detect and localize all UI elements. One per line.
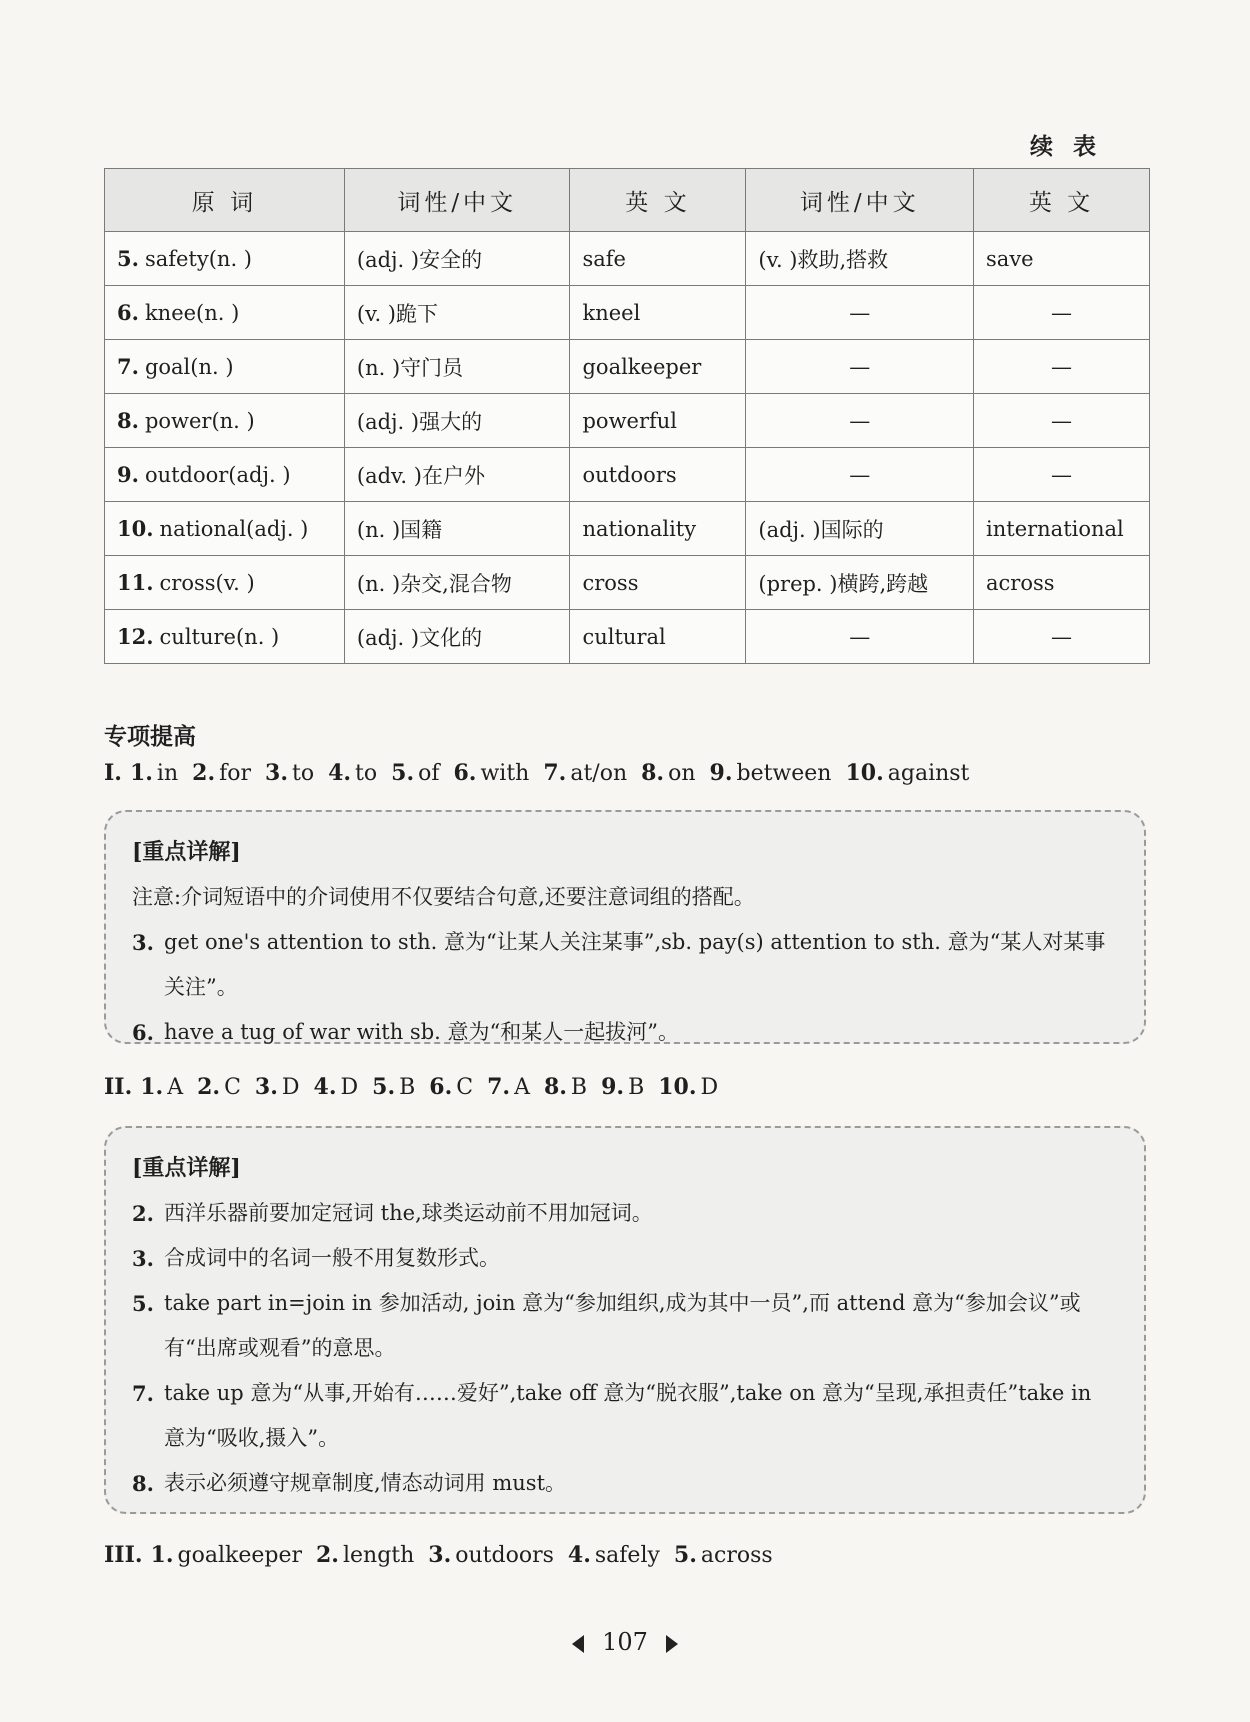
cell-english-2: save	[974, 232, 1150, 286]
cell-english-2: across	[974, 556, 1150, 610]
cell-original-word	[105, 286, 345, 340]
answer-number: 2.	[192, 760, 216, 786]
answer-number: 3.	[428, 1542, 452, 1568]
explanation-box-2	[104, 1126, 1146, 1514]
vocab-table	[104, 168, 1150, 664]
word-text: culture(n. )	[159, 625, 280, 649]
answer-item	[140, 1075, 183, 1100]
explanation-number: 3.	[132, 930, 154, 955]
answer-text: B	[399, 1075, 416, 1100]
answer-number: 3.	[254, 1074, 278, 1100]
cell-original-word	[105, 448, 345, 502]
row-number: 7.	[117, 354, 139, 379]
answer-text: A	[167, 1075, 184, 1100]
explanation-text: get one's attention to sth. 意为“让某人关注某事”,sb. pay(s) attention to sth. 意为“某人对某事关注”。	[164, 930, 1106, 999]
cell-pos-chinese-2: —	[746, 340, 974, 394]
answer-number: 8.	[641, 760, 665, 786]
cell-original-word	[105, 232, 345, 286]
table-row	[105, 340, 1150, 394]
answer-number: 5.	[391, 760, 415, 786]
cell-pos-chinese-2: —	[746, 448, 974, 502]
header-english-2: 英 文	[974, 169, 1150, 232]
answer-number: 7.	[543, 760, 567, 786]
cell-pos-chinese-2: (prep. )横跨,跨越	[746, 556, 974, 610]
cell-pos-chinese-1: (n. )守门员	[344, 340, 570, 394]
answer-item	[314, 1075, 359, 1100]
answer-number: 9.	[601, 1074, 625, 1100]
cell-pos-chinese-1: (n. )杂交,混合物	[344, 556, 570, 610]
prev-triangle-icon	[572, 1635, 584, 1653]
cell-english-1: outdoors	[570, 448, 746, 502]
answer-number: 10.	[658, 1074, 697, 1100]
cell-pos-chinese-1: (adj. )文化的	[344, 610, 570, 664]
answer-number: 7.	[487, 1074, 511, 1100]
explanation-line	[132, 1010, 1118, 1055]
cell-original-word	[105, 394, 345, 448]
cell-english-1: goalkeeper	[570, 340, 746, 394]
header-pos-chinese-1: 词性/中文	[344, 169, 570, 232]
explanation-line	[132, 920, 1118, 1010]
answer-item	[372, 1075, 415, 1100]
explanation-text: have a tug of war with sb. 意为“和某人一起拔河”。	[164, 1020, 679, 1044]
word-text: cross(v. )	[159, 571, 255, 595]
word-text: outdoor(adj. )	[144, 463, 291, 487]
table-row	[105, 556, 1150, 610]
header-english-1: 英 文	[570, 169, 746, 232]
answer-number: 9.	[709, 760, 733, 786]
answer-number: 6.	[429, 1074, 453, 1100]
explanation-line	[132, 1281, 1118, 1371]
table-row	[105, 232, 1150, 286]
explanation-number: 2.	[132, 1201, 154, 1226]
answer-number: 4.	[567, 1542, 591, 1568]
row-number: 12.	[117, 624, 154, 649]
word-text: safety(n. )	[144, 247, 252, 271]
answer-number: 10.	[845, 760, 884, 786]
explanation-number: 5.	[132, 1291, 154, 1316]
cell-pos-chinese-1: (adj. )强大的	[344, 394, 570, 448]
answer-text: length	[342, 1543, 415, 1568]
answer-text: to	[355, 761, 378, 786]
roman-numeral: III.	[104, 1542, 143, 1568]
explanation-number: 7.	[132, 1381, 154, 1406]
page-number	[0, 1628, 1250, 1656]
cell-english-2: international	[974, 502, 1150, 556]
explanation-number: 3.	[132, 1246, 154, 1271]
cell-english-2: —	[974, 286, 1150, 340]
cell-english-2: —	[974, 394, 1150, 448]
answer-item	[568, 1543, 660, 1568]
answer-text: goalkeeper	[177, 1543, 302, 1568]
table-header-row	[105, 169, 1150, 232]
row-number: 9.	[117, 462, 139, 487]
answer-item	[316, 1543, 414, 1568]
explanation-text: 表示必须遵守规章制度,情态动词用 must。	[164, 1471, 567, 1495]
table-row	[105, 448, 1150, 502]
cell-english-1: cultural	[570, 610, 746, 664]
box-heading: [重点详解]	[132, 839, 241, 865]
cell-original-word	[105, 502, 345, 556]
answer-item	[601, 1075, 644, 1100]
cell-english-2: —	[974, 340, 1150, 394]
cell-pos-chinese-2: (adj. )国际的	[746, 502, 974, 556]
cell-pos-chinese-2: —	[746, 610, 974, 664]
cell-english-2: —	[974, 610, 1150, 664]
cell-original-word	[105, 610, 345, 664]
cell-pos-chinese-1: (n. )国籍	[344, 502, 570, 556]
answer-text: at/on	[570, 761, 628, 786]
continued-label: 续 表	[1029, 133, 1102, 160]
answer-item	[328, 761, 377, 786]
answer-text: D	[340, 1075, 359, 1100]
table-row	[105, 394, 1150, 448]
explanation-line	[132, 1236, 1118, 1281]
table-row	[105, 502, 1150, 556]
answer-number: 1.	[129, 760, 153, 786]
answer-item	[255, 1075, 300, 1100]
answers-part-2	[104, 1074, 732, 1100]
explanation-line	[132, 1191, 1118, 1236]
box-note: 注意:介词短语中的介词使用不仅要结合句意,还要注意词组的搭配。	[132, 885, 755, 909]
answer-text: to	[291, 761, 315, 786]
answer-text: B	[628, 1075, 645, 1100]
answer-item	[428, 1543, 554, 1568]
header-original-word: 原 词	[105, 169, 345, 232]
cell-pos-chinese-1: (adv. )在户外	[344, 448, 570, 502]
cell-original-word	[105, 340, 345, 394]
answer-number: 4.	[313, 1074, 337, 1100]
answer-number: 8.	[543, 1074, 567, 1100]
explanation-text: 西洋乐器前要加定冠词 the,球类运动前不用加冠词。	[164, 1201, 653, 1225]
explanation-number: 6.	[132, 1020, 154, 1045]
next-triangle-icon	[666, 1635, 678, 1653]
answer-text: on	[668, 761, 696, 786]
explanation-line	[132, 1371, 1118, 1461]
answer-item	[544, 1075, 587, 1100]
word-text: power(n. )	[144, 409, 255, 433]
box-heading: [重点详解]	[132, 1155, 241, 1181]
table-row	[105, 610, 1150, 664]
answer-item	[197, 1075, 241, 1100]
section-title: 专项提高	[104, 723, 196, 750]
answer-item	[710, 761, 832, 786]
explanation-box-1	[104, 810, 1146, 1044]
cell-pos-chinese-2: —	[746, 286, 974, 340]
answer-number: 5.	[673, 1542, 697, 1568]
answer-item	[265, 761, 314, 786]
answer-text: C	[224, 1075, 241, 1100]
row-number: 11.	[117, 570, 154, 595]
cell-english-1: kneel	[570, 286, 746, 340]
answer-text: D	[700, 1075, 719, 1100]
answer-text: A	[514, 1075, 530, 1100]
word-text: knee(n. )	[144, 301, 240, 325]
word-text: national(adj. )	[159, 517, 309, 541]
cell-english-2: —	[974, 448, 1150, 502]
answer-number: 5.	[372, 1074, 396, 1100]
answer-item	[845, 761, 969, 786]
box-lines	[132, 920, 1118, 1055]
answer-item	[658, 1075, 718, 1100]
answer-text: safely	[594, 1543, 660, 1568]
word-text: goal(n. )	[144, 355, 234, 379]
answer-text: across	[700, 1543, 773, 1568]
answer-number: 1.	[140, 1074, 164, 1100]
answer-number: 4.	[328, 760, 352, 786]
cell-pos-chinese-2: (v. )救助,搭救	[746, 232, 974, 286]
answer-item	[151, 1543, 302, 1568]
roman-numeral: II.	[104, 1074, 133, 1100]
cell-original-word	[105, 556, 345, 610]
answer-item	[641, 761, 695, 786]
cell-pos-chinese-1: (adj. )安全的	[344, 232, 570, 286]
answer-text: in	[156, 761, 179, 786]
answer-text: D	[281, 1075, 300, 1100]
cell-english-1: cross	[570, 556, 746, 610]
row-number: 5.	[117, 246, 139, 271]
roman-numeral: I.	[104, 760, 122, 786]
answer-number: 2.	[197, 1074, 221, 1100]
answer-item	[130, 761, 178, 786]
answer-text: outdoors	[455, 1543, 554, 1568]
answer-item	[192, 761, 251, 786]
answer-text: of	[418, 761, 440, 786]
table-row	[105, 286, 1150, 340]
vocab-table-body	[105, 232, 1150, 664]
answer-text: C	[456, 1075, 474, 1100]
row-number: 10.	[117, 516, 154, 541]
cell-pos-chinese-2: —	[746, 394, 974, 448]
answer-number: 2.	[316, 1542, 339, 1568]
answer-text: B	[570, 1075, 588, 1100]
cell-english-1: powerful	[570, 394, 746, 448]
cell-english-1: safe	[570, 232, 746, 286]
answer-item	[391, 761, 439, 786]
row-number: 6.	[117, 300, 139, 325]
explanation-text: take up 意为“从事,开始有……爱好”,take off 意为“脱衣服”,take on 意为“呈现,承担责任”take in 意为“吸收,摄入”。	[164, 1381, 1092, 1450]
box-lines	[132, 1191, 1118, 1506]
answer-text: between	[736, 761, 832, 786]
answer-item	[429, 1075, 473, 1100]
answers-part-1	[104, 760, 983, 786]
answer-number: 1.	[150, 1542, 174, 1568]
answer-item	[454, 761, 530, 786]
answer-item	[487, 1075, 530, 1100]
answer-text: against	[887, 761, 970, 786]
cell-english-1: nationality	[570, 502, 746, 556]
explanation-text: take part in=join in 参加活动, join 意为“参加组织,成为其中一员”,而 attend 意为“参加会议”或有“出席或观看”的意思。	[164, 1291, 1081, 1360]
answer-text: with	[480, 761, 530, 786]
answer-item	[543, 761, 627, 786]
answer-text: for	[219, 761, 252, 786]
cell-pos-chinese-1: (v. )跪下	[344, 286, 570, 340]
answer-number: 3.	[265, 760, 288, 786]
explanation-line	[132, 1461, 1118, 1506]
page-number-text: 107	[602, 1628, 648, 1656]
row-number: 8.	[117, 408, 139, 433]
answer-number: 6.	[453, 760, 477, 786]
explanation-number: 8.	[132, 1471, 154, 1496]
answer-item	[674, 1543, 773, 1568]
explanation-text: 合成词中的名词一般不用复数形式。	[164, 1246, 500, 1270]
header-pos-chinese-2: 词性/中文	[746, 169, 974, 232]
answers-part-3	[104, 1542, 787, 1568]
